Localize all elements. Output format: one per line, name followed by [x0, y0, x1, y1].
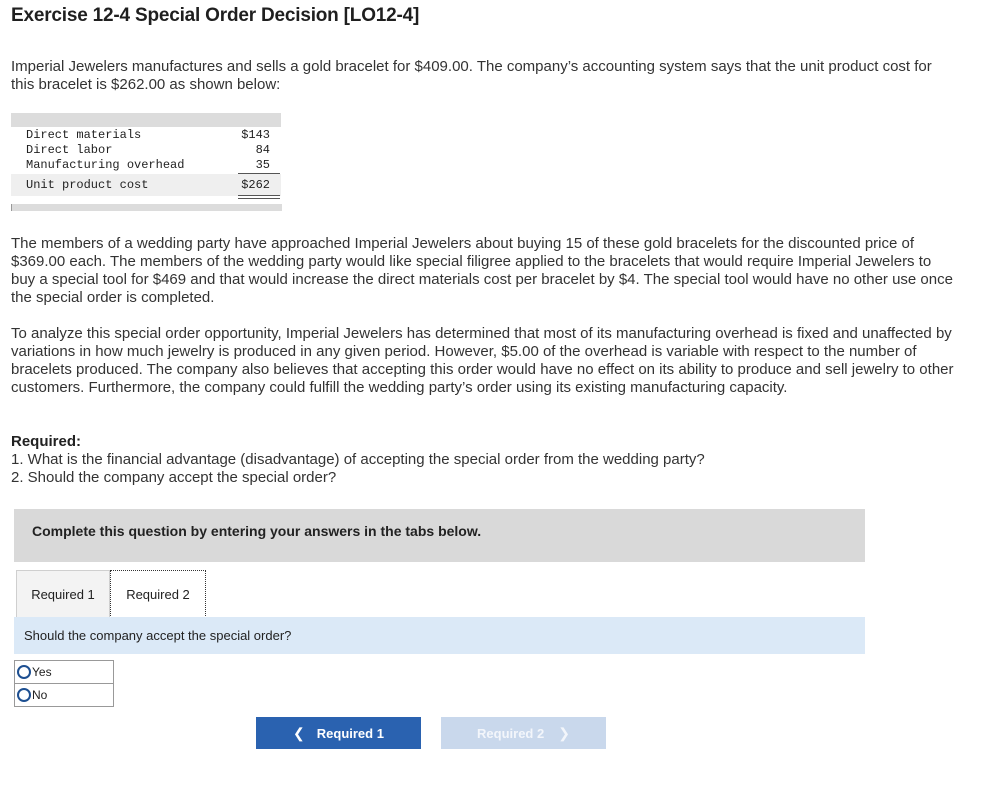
tab-required-1[interactable]: [16, 570, 110, 617]
table-row: [11, 143, 281, 158]
option-label: Yes: [32, 665, 52, 679]
total-double-rule: [238, 195, 280, 199]
row-label: Direct materials: [26, 128, 142, 142]
instruction-text: Complete this question by entering your answers in the tabs below.: [32, 523, 482, 539]
chevron-right-icon: ❯: [558, 724, 570, 741]
radio-button-icon[interactable]: [17, 665, 31, 679]
next-label: Required 2: [477, 725, 545, 741]
analysis-paragraph: To analyze this special order opportunity, Imperial Jewelers has determined that most of its manufacturing overhead is fixed and unaffected by variations in how much jewelry is produced in any given period. However, $5.00 of the overhead is variable with respect to the number of bracelets produced. The company also believes that accepting this order would have no effect on its ability to produce and sell jewelry to other customers. Furthermore, the company could fulfill the wedding party’s order using its existing manufacturing capacity.: [11, 325, 954, 396]
tab-label: Required 1: [31, 586, 95, 602]
option-no[interactable]: [14, 684, 114, 707]
previous-label: Required 1: [316, 725, 384, 741]
option-yes[interactable]: [14, 660, 114, 684]
chevron-left-icon: ❮: [293, 724, 305, 741]
row-amount: 35: [255, 158, 270, 172]
question-text: Should the company accept the special order?: [24, 628, 292, 643]
tab-required-2[interactable]: [110, 570, 206, 618]
intro-paragraph: Imperial Jewelers manufactures and sells a gold bracelet for $409.00. The company’s accounting system says that the unit product cost for this bracelet is $262.00 as shown below:: [11, 58, 932, 93]
required-question-2: 2. Should the company accept the special order?: [11, 469, 337, 486]
table-row: [11, 158, 281, 173]
cost-table: [11, 113, 281, 211]
total-amount: $262: [241, 178, 270, 192]
total-label: Unit product cost: [26, 178, 149, 192]
table-row: [11, 128, 281, 143]
scenario-paragraph: The members of a wedding party have approached Imperial Jewelers about buying 15 of these gold bracelets for the discounted price of $369.00 each. The members of the wedding party would like special filigree applied to the bracelets that would require Imperial Jewelers to buy a special tool for $469 and that would increase the direct materials cost per bracelet by $4. The special tool would have no other use once the special order is completed.: [11, 235, 953, 306]
instruction-banner: [14, 509, 865, 562]
tab-label: Required 2: [126, 586, 190, 602]
required-question-1: 1. What is the financial advantage (disadvantage) of accepting the special order from the wedding party?: [11, 451, 705, 468]
row-amount: 84: [255, 143, 270, 157]
question-bar: [14, 617, 865, 654]
row-amount: $143: [241, 128, 270, 142]
answer-options: [14, 660, 114, 707]
total-row: [11, 174, 281, 196]
row-label: Manufacturing overhead: [26, 158, 185, 172]
table-footer-bar: [11, 204, 282, 211]
page-title: Exercise 12-4 Special Order Decision [LO12-4]: [11, 5, 420, 26]
required-heading: Required:: [11, 433, 82, 450]
previous-button[interactable]: [256, 717, 421, 749]
row-label: Direct labor: [26, 143, 113, 157]
radio-button-icon[interactable]: [17, 688, 31, 702]
option-label: No: [32, 688, 48, 702]
table-header-bar: [11, 113, 281, 127]
next-button[interactable]: [441, 717, 606, 749]
